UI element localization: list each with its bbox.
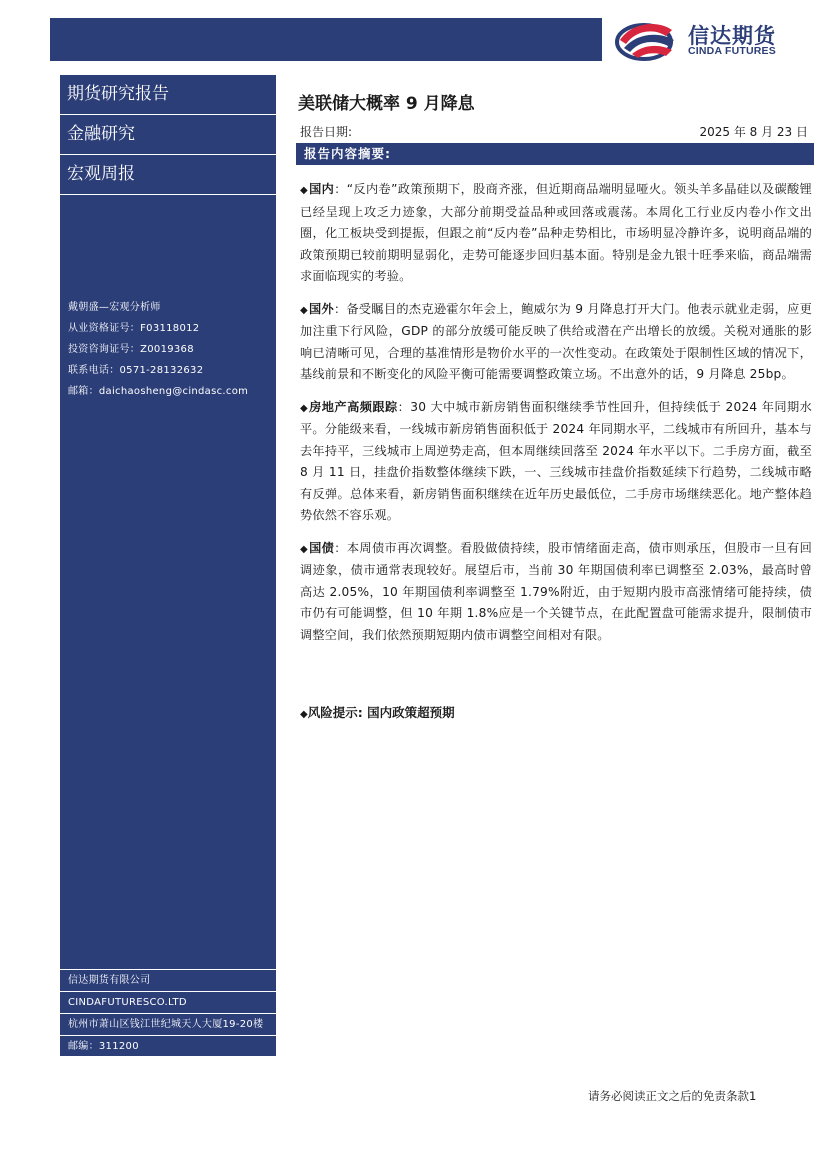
analyst-advisory-cert: 投资咨询证号：Z0019368	[68, 344, 194, 355]
analyst-email: 邮箱：daichaosheng@cindasc.com	[68, 386, 249, 397]
company-name: 信达期货有限公司	[60, 970, 276, 992]
footer-disclaimer: 请务必阅读正文之后的免责条款1	[588, 1089, 757, 1103]
section-domestic	[300, 179, 812, 288]
section-body: ：本周债市再次调整。看股做债持续，股市情绪面走高，债市则承压，但股市一旦有回调迹象，债市通常表现较好。展望后市，当前 30 年期国债利率已调整至 2.03%，最高时曾高达 2.05%，10 年期国债利率调整至 1.79%附近，由于短期内股市高涨情绪可能持续，债市仍有可能调整，但 10 年期 1.8%应是一个关键节点，在此配置盘可能需求提升，限制债市调整空间，我们依然预期短期内债市调整空间相对有限。	[300, 540, 812, 642]
sidebar-category-research: 金融研究	[60, 115, 276, 155]
section-body: ：备受瞩目的杰克逊霍尔年会上，鲍威尔为 9 月降息打开大门。他表示就业走弱，应更加注重下行风险，GDP 的部分放缓可能反映了供给或潜在产出增长的放缓。关税对通胀的影响已清晰可见，合理的基准情形是物价水平的一次性变动。在政策处于限制性区域的情况下，基线前景和不断变化的风险平衡可能需要调整政策立场。不出意外的话，9 月降息 25bp。	[300, 301, 812, 381]
section-treasury	[300, 538, 812, 647]
risk-warning	[300, 703, 455, 721]
section-real-estate	[300, 397, 812, 527]
section-overseas	[300, 299, 812, 386]
sidebar	[60, 75, 276, 1056]
diamond-bullet-icon: ◆	[300, 543, 309, 555]
section-lead: 国债	[309, 540, 335, 555]
brand-name-en: CINDA FUTURES	[688, 45, 776, 57]
company-name-en: CINDAFUTURESCO.LTD	[60, 992, 276, 1014]
cinda-logo-icon	[614, 18, 680, 62]
brand-logo	[614, 18, 804, 62]
diamond-bullet-icon: ◆	[300, 185, 309, 196]
section-lead: 国外	[309, 301, 334, 316]
brand-name-cn: 信达期货	[688, 24, 776, 48]
summary-content	[300, 179, 812, 657]
analyst-name: 戴朝盛—宏观分析师	[68, 302, 161, 313]
company-info	[60, 969, 276, 1057]
risk-label: 风险提示:	[307, 705, 363, 720]
company-address: 杭州市萧山区钱江世纪城天人大厦19-20楼	[60, 1014, 276, 1036]
section-body: ：30 大中城市新房销售面积继续季节性回升，但持续低于 2024 年同期水平。分能级来看，一线城市新房销售面积低于 2024 年同期水平，二线城市有所回升，基本与去年持平，三线城市上周逆势走高，但本周继续回落至 2024 年水平以下。二手房方面，截至 8 月 11 日，挂盘价指数整体继续下跌，一、三线城市挂盘价指数延续下行趋势，二线城市略有反弹。总体来看，新房销售面积继续在近年历史最低位，二手房市场继续恶化。地产整体趋势依然不容乐观。	[300, 399, 813, 522]
section-lead: 房地产高频跟踪	[309, 399, 398, 414]
diamond-bullet-icon: ◆	[300, 709, 308, 720]
summary-heading: 报告内容摘要:	[296, 143, 814, 165]
section-lead: 国内	[309, 182, 335, 196]
report-date-value: 2025 年 8 月 23 日	[699, 125, 808, 139]
sidebar-category-report-type: 期货研究报告	[60, 75, 276, 115]
report-title: 美联储大概率 9 月降息	[298, 94, 475, 114]
header-bar	[50, 18, 602, 61]
company-postcode: 邮编：311200	[68, 1041, 139, 1052]
analyst-qualification: 从业资格证号：F03118012	[68, 323, 200, 334]
sidebar-category-weekly: 宏观周报	[60, 155, 276, 195]
section-body: ：“反内卷”政策预期下，股商齐涨，但近期商品端明显哑火。领头羊多晶硅以及碳酸锂已经呈现上攻乏力迹象，大部分前期受益品种或回落或震荡。本周化工行业反内卷小作文出圈，化工板块受到提振，但跟之前“反内卷”品种走势相比，市场明显冷静许多，说明商品端的政策预期已较前期明显弱化，走势可能逐步回归基本面。特别是金九银十旺季来临，商品端需求面临现实的考验。	[300, 182, 812, 283]
report-date-label: 报告日期:	[300, 125, 353, 139]
diamond-bullet-icon: ◆	[300, 304, 308, 316]
analyst-phone: 联系电话：0571-28132632	[68, 365, 204, 376]
risk-text: 国内政策超预期	[367, 705, 455, 720]
diamond-bullet-icon: ◆	[300, 402, 309, 414]
analyst-info	[68, 297, 248, 402]
